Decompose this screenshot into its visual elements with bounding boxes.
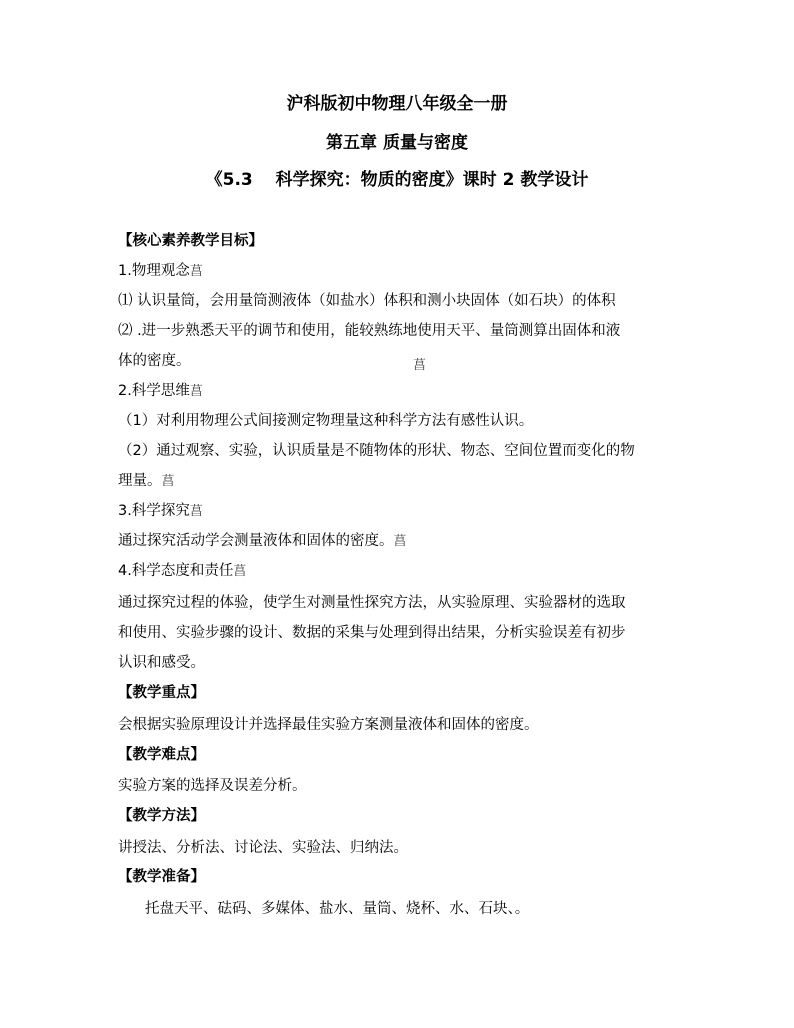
methods-heading: 【教学方法】 bbox=[118, 808, 205, 824]
objective-2-item-2: （2）通过观察、实验，认识质量是不随物体的形状、物态、空间位置而变化的物 bbox=[118, 443, 635, 459]
mark-glyph: 菖 bbox=[189, 384, 203, 399]
difficulties-text: 实验方案的选择及误差分析。 bbox=[118, 778, 307, 794]
key-points-text: 会根据实验原理设计并选择最佳实验方案测量液体和固体的密度。 bbox=[118, 717, 539, 733]
objective-2-item-1: （1）对利用物理公式间接测定物理量这种科学方法有感性认识。 bbox=[118, 413, 534, 429]
objective-4-text-2: 和使用、实验步骤的设计、数据的采集与处理到得出结果，分析实验误差有初步 bbox=[118, 625, 626, 641]
objective-4-title: 4.科学态度和责任菖 bbox=[118, 563, 247, 579]
objectives-heading: 【核心素养教学目标】 bbox=[118, 233, 263, 249]
mark-glyph: 菖 bbox=[189, 264, 203, 279]
objective-1-item-2: ⑵ .进一步熟悉天平的调节和使用，能较熟练地使用天平、量筒测算出固体和液 bbox=[118, 323, 621, 339]
objective-2-title: 2.科学思维菖 bbox=[118, 383, 203, 399]
objective-3-text: 通过探究活动学会测量液体和固体的密度。菖 bbox=[118, 533, 407, 549]
objective-2-item-2-cont: 理量。菖 bbox=[118, 473, 175, 489]
preparation-text: 托盘天平、砝码、多媒体、盐水、量筒、烧杯、水、石块、。 bbox=[145, 901, 530, 917]
objective-1-title: 1.物理观念菖 bbox=[118, 263, 203, 279]
objective-4-text-1: 通过探究过程的体验，使学生对测量性探究方法，从实验原理、实验器材的选取 bbox=[118, 595, 626, 611]
chapter-title: 第五章 质量与密度 bbox=[326, 133, 468, 153]
mark-glyph: 菖 bbox=[189, 504, 203, 519]
objective-1-item-2-cont: 体的密度。 bbox=[118, 353, 191, 369]
methods-text: 讲授法、分析法、讨论法、实验法、归纳法。 bbox=[118, 840, 408, 856]
difficulties-heading: 【教学难点】 bbox=[118, 747, 205, 763]
key-points-heading: 【教学重点】 bbox=[118, 685, 205, 701]
objective-3-title: 3.科学探究菖 bbox=[118, 503, 203, 519]
mark-glyph: 菖 bbox=[393, 534, 407, 549]
lesson-title: 《5.3 科学探究：物质的密度》课时 2 教学设计 bbox=[205, 170, 589, 190]
document-title: 沪科版初中物理八年级全一册 bbox=[286, 94, 508, 114]
mark-glyph: 菖 bbox=[413, 358, 427, 373]
objective-4-text-3: 认识和感受。 bbox=[118, 655, 205, 671]
preparation-heading: 【教学准备】 bbox=[118, 869, 205, 885]
objective-1-item-1: ⑴ 认识量筒，会用量筒测液体（如盐水）体积和测小块固体（如石块）的体积 bbox=[118, 293, 616, 309]
mark-glyph: 菖 bbox=[233, 564, 247, 579]
mark-glyph: 菖 bbox=[161, 474, 175, 489]
